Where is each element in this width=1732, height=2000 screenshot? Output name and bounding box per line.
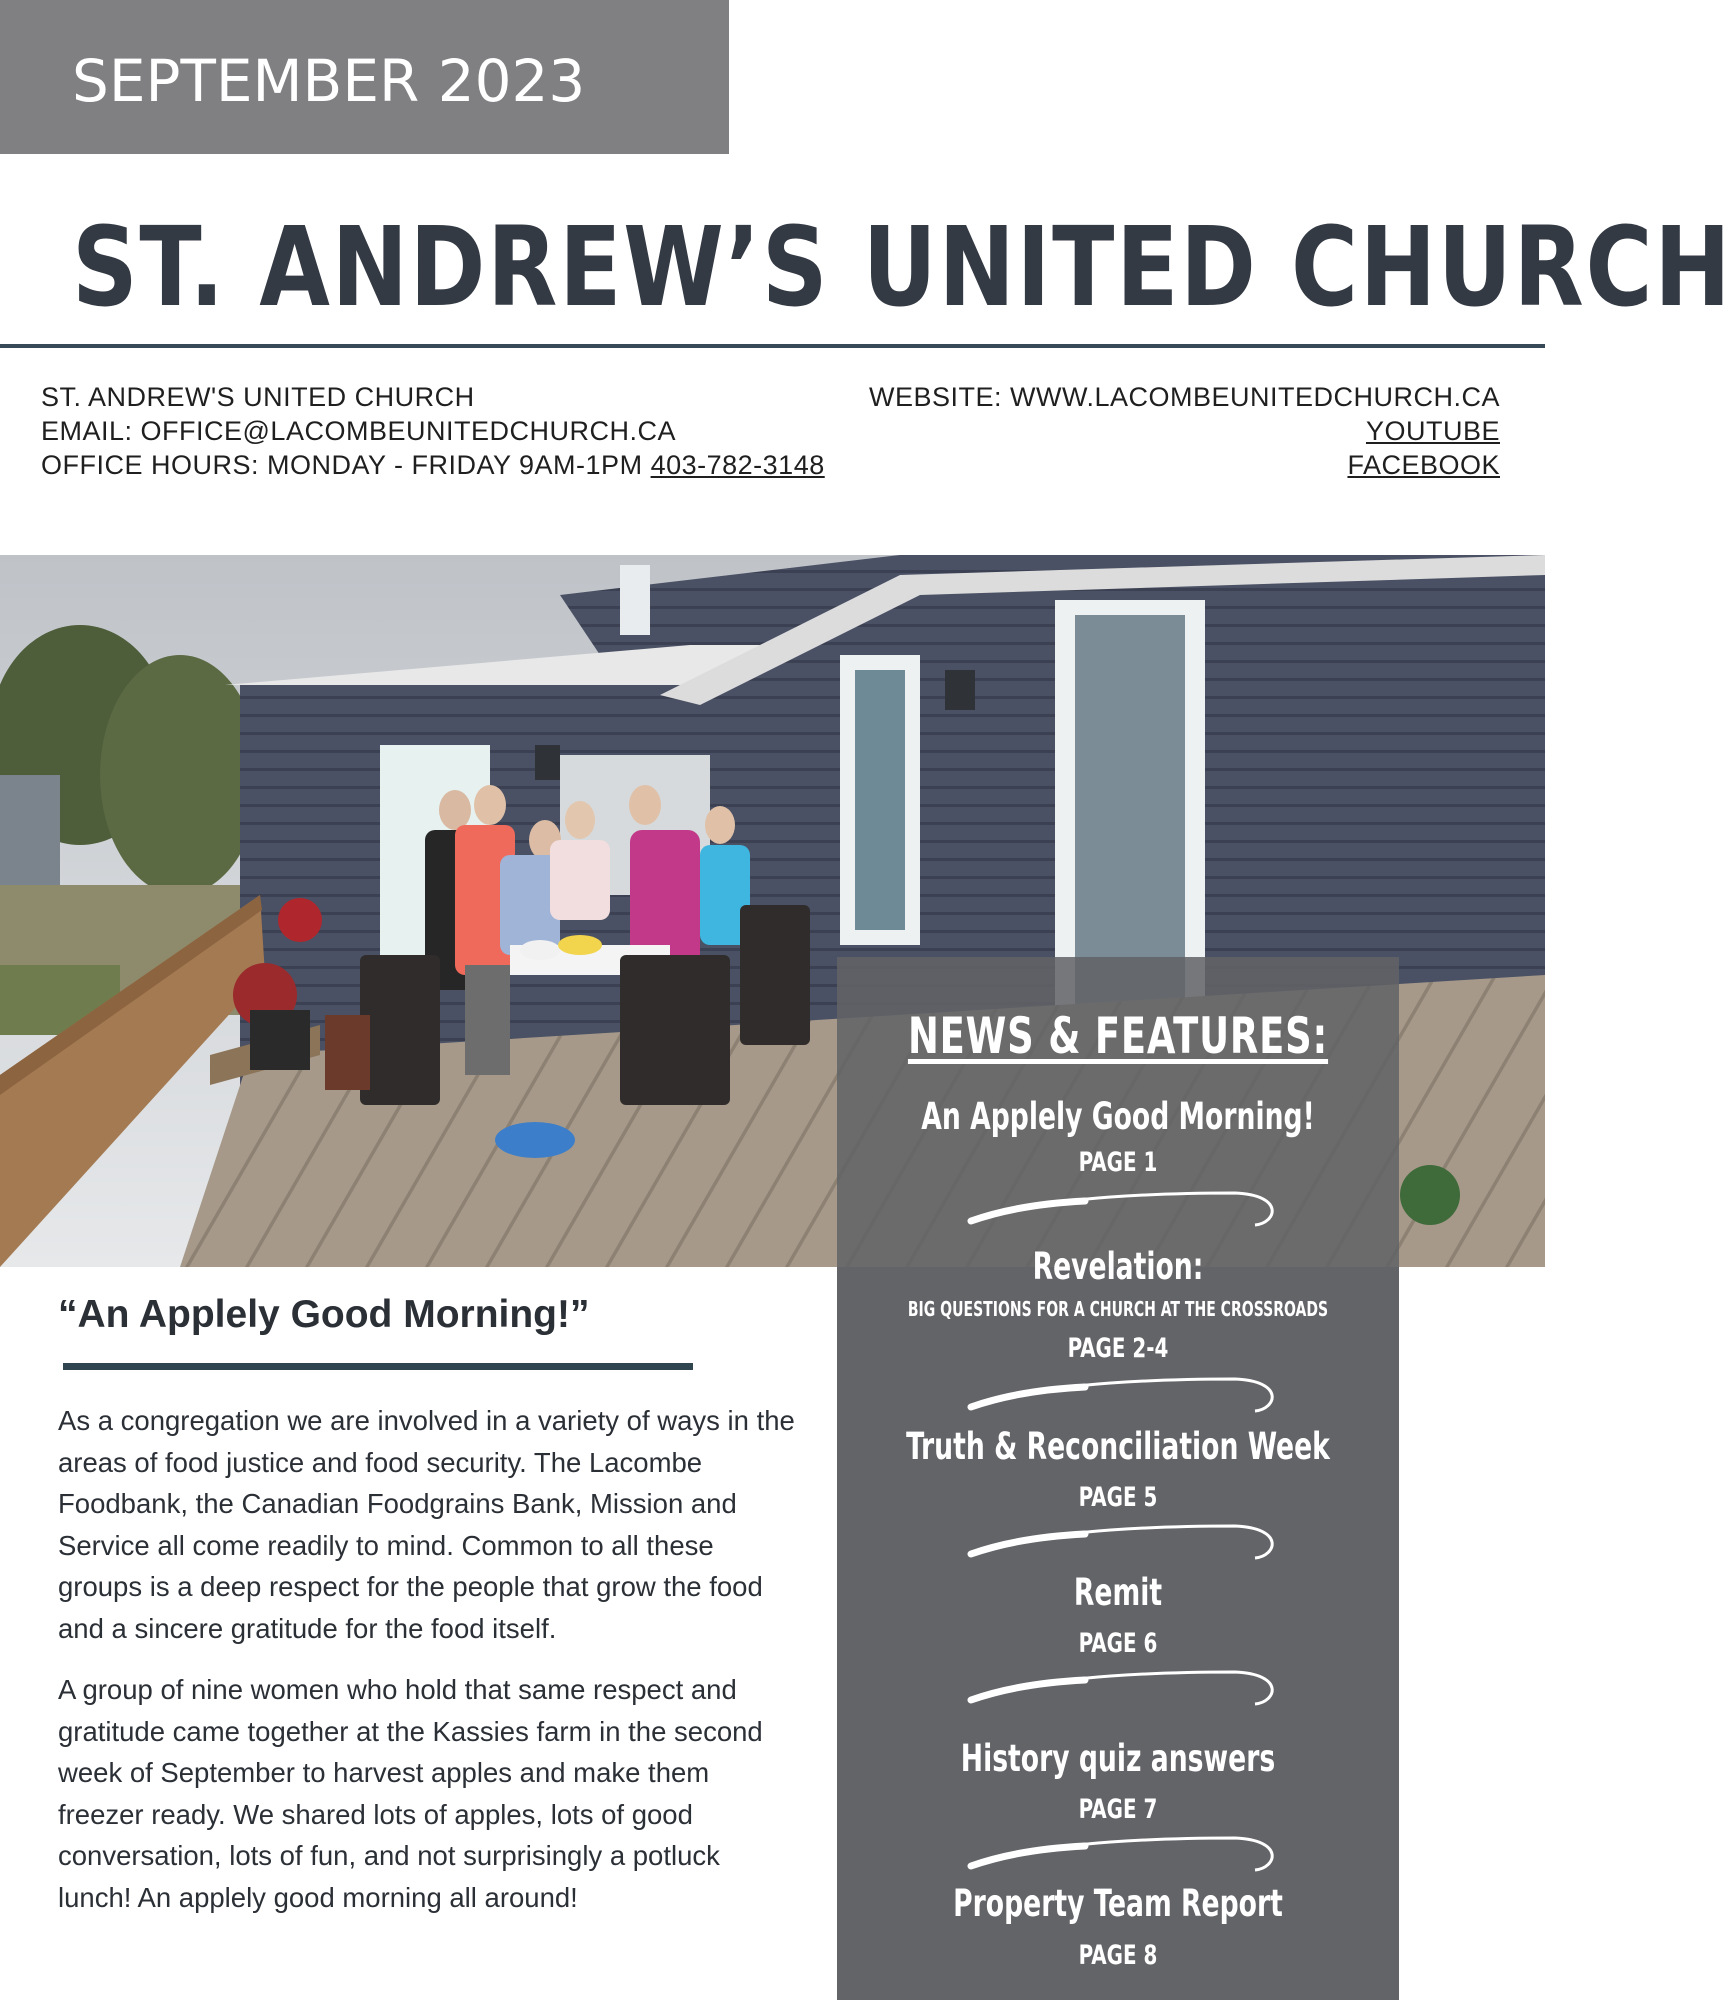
swoosh-divider-icon <box>965 1832 1277 1876</box>
news-item-title[interactable]: Remit <box>1073 1571 1163 1614</box>
website-line[interactable]: WEBSITE: WWW.LACOMBEUNITEDCHURCH.CA <box>868 382 1500 412</box>
contact-right <box>869 380 1500 482</box>
swoosh-divider-icon <box>965 1373 1277 1417</box>
news-item-title[interactable]: An Applely Good Morning! <box>921 1095 1315 1138</box>
news-item-title[interactable]: Property Team Report <box>953 1882 1283 1925</box>
office-hours-line <box>41 448 825 482</box>
article-paragraph: A group of nine women who hold that same respect and gratitude came together at the Kassies farm in the second week of September to harvest apples and make them freezer ready. We shared lots of apples, lots of good conversation, lots of fun, and not surprisingly a potluck lunch! An applely good morning all around! <box>58 1674 763 1913</box>
news-features-panel <box>837 957 1399 2000</box>
news-item-subtitle: BIG QUESTIONS FOR A CHURCH AT THE CROSSROADS <box>907 1297 1329 1321</box>
article-paragraph: As a congregation we are involved in a variety of ways in the areas of food justice and food security. The Lacombe Foodbank, the Canadian Foodgrains Bank, Mission and Service all come readily to mind. Common to all these groups is a deep respect for the people that grow the food and a sincere gratitude for the food itself. <box>58 1405 795 1644</box>
swoosh-divider-icon <box>965 1666 1277 1710</box>
contact-left <box>41 380 825 482</box>
article-body <box>58 1400 798 1938</box>
phone-link[interactable]: 403-782-3148 <box>650 450 825 480</box>
news-heading: NEWS & FEATURES: <box>907 1007 1329 1065</box>
news-item-page: PAGE 2-4 <box>1067 1333 1169 1364</box>
news-item-title[interactable]: History quiz answers <box>960 1737 1276 1780</box>
office-hours-text: OFFICE HOURS: MONDAY - FRIDAY 9AM-1PM <box>41 450 643 480</box>
swoosh-divider-icon <box>965 1187 1277 1231</box>
email-line: EMAIL: OFFICE@LACOMBEUNITEDCHURCH.CA <box>41 416 676 446</box>
news-item-page: PAGE 1 <box>1078 1147 1158 1178</box>
news-item-title[interactable]: Revelation: <box>1032 1245 1204 1288</box>
swoosh-divider-icon <box>965 1520 1277 1564</box>
news-item-page: PAGE 5 <box>1078 1482 1158 1513</box>
article-title-rule <box>63 1363 693 1370</box>
youtube-link[interactable]: YOUTUBE <box>1365 416 1500 446</box>
month-banner <box>0 0 729 154</box>
facebook-link[interactable]: FACEBOOK <box>1347 450 1500 480</box>
news-item-title[interactable]: Truth & Reconciliation Week <box>906 1425 1330 1468</box>
month-label: SEPTEMBER 2023 <box>72 47 586 115</box>
news-item-page: PAGE 7 <box>1078 1794 1158 1825</box>
news-item-page: PAGE 8 <box>1078 1940 1158 1971</box>
church-name-line: ST. ANDREW'S UNITED CHURCH <box>41 382 475 412</box>
church-title: ST. ANDREW’S UNITED CHURCH <box>72 203 1732 331</box>
title-rule <box>0 344 1545 348</box>
news-item-page: PAGE 6 <box>1078 1628 1158 1659</box>
article-title: “An Applely Good Morning!” <box>58 1293 590 1336</box>
